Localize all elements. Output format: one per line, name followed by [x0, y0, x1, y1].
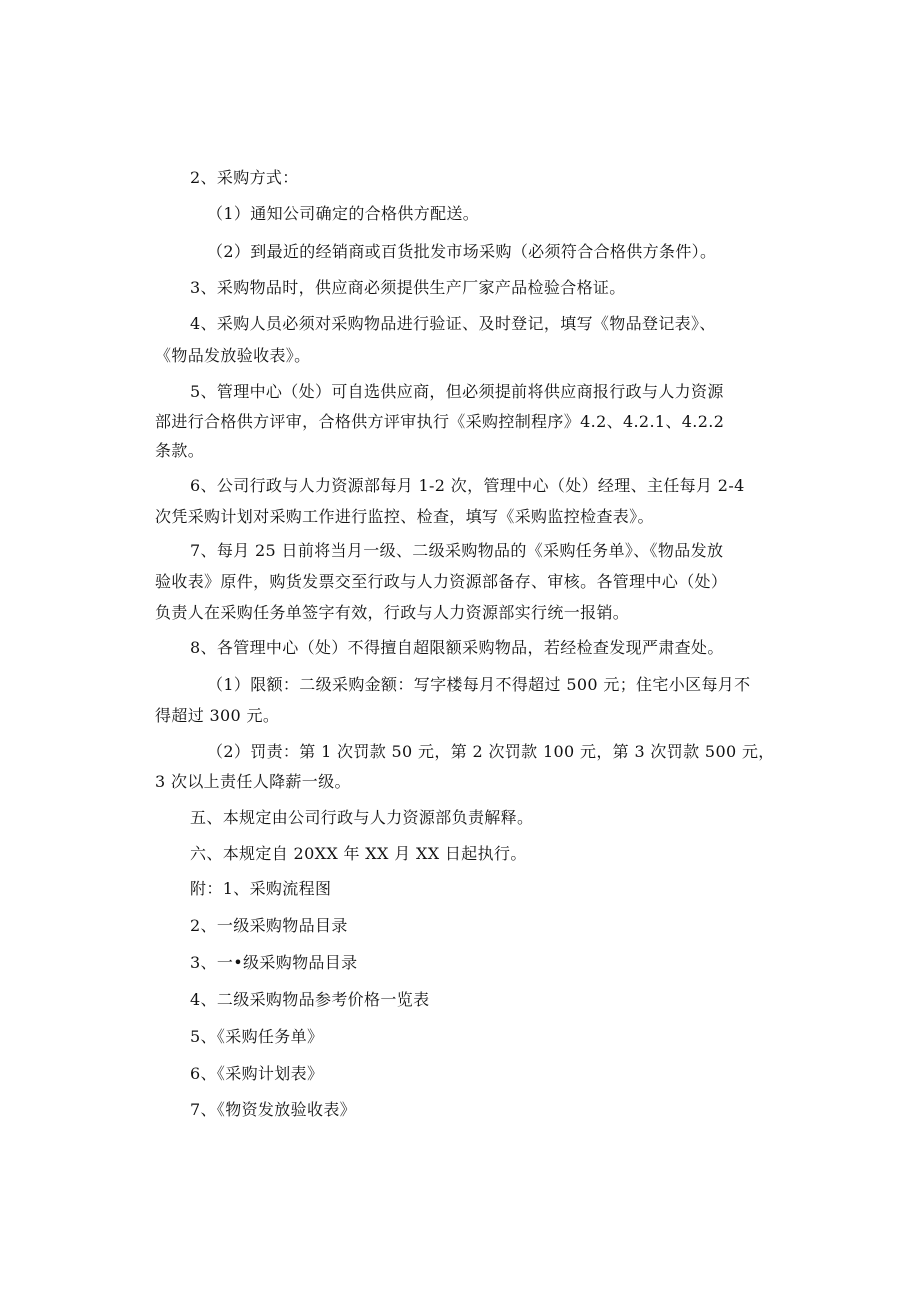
appendix-item-7: 7、《物资发放验收表》 [190, 1100, 357, 1119]
para-method-2: （2）到最近的经销商或百货批发市场采购（必须符合合格供方条件）。 [207, 242, 717, 261]
para-item-7: 7、每月 25 日前将当月一级、二级采购物品的《采购任务单》、《物品发放 [190, 541, 724, 560]
para-item-6-cont: 次凭采购计划对采购工作进行监控、检查，填写《采购监控检查表》。 [155, 507, 654, 526]
appendix-item-5: 5、《采购任务单》 [190, 1027, 324, 1046]
para-item-5: 5、管理中心（处）可自选供应商，但必须提前将供应商报行政与人力资源 [190, 382, 724, 401]
para-item-4-cont: 《物品发放验收表》。 [155, 346, 311, 365]
para-method-1: （1）通知公司确定的合格供方配送。 [207, 204, 480, 223]
para-item-6: 6、公司行政与人力资源部每月 1-2 次，管理中心（处）经理、主任每月 2-4 [190, 476, 745, 495]
para-limit: （1）限额：二级采购金额：写字楼每月不得超过 500 元；住宅小区每月不 [207, 675, 751, 694]
para-item-3: 3、采购物品时，供应商必须提供生产厂家产品检验合格证。 [190, 278, 626, 297]
para-item-5-cont-1: 部进行合格供方评审，合格供方评审执行《采购控制程序》4.2、4.2.1、4.2.2 [155, 412, 725, 431]
para-purchase-method: 2、采购方式： [190, 168, 299, 187]
para-item-8: 8、各管理中心（处）不得擅自超限额采购物品，若经检查发现严肃查处。 [190, 638, 724, 657]
appendix-item-3: 3、一•级采购物品目录 [190, 953, 358, 972]
para-limit-cont: 得超过 300 元。 [155, 706, 280, 725]
para-item-5-cont-2: 条款。 [155, 441, 205, 460]
para-item-7-cont-2: 负责人在采购任务单签字有效，行政与人力资源部实行统一报销。 [155, 603, 630, 622]
para-penalty: （2）罚责：第 1 次罚款 50 元，第 2 次罚款 100 元，第 3 次罚款 500 元， [207, 742, 775, 761]
para-section-5: 五、本规定由公司行政与人力资源部负责解释。 [190, 808, 534, 827]
appendix-item-4: 4、二级采购物品参考价格一览表 [190, 990, 430, 1009]
para-item-7-cont-1: 验收表》原件，购货发票交至行政与人力资源部备存、审核。各管理中心（处） [155, 572, 728, 591]
para-appendix-heading: 附：1、采购流程图 [190, 879, 332, 898]
para-item-4: 4、采购人员必须对采购物品进行验证、及时登记，填写《物品登记表》、 [190, 314, 716, 333]
appendix-item-6: 6、《采购计划表》 [190, 1064, 324, 1083]
appendix-item-2: 2、一级采购物品目录 [190, 916, 348, 935]
para-section-6: 六、本规定自 20XX 年 XX 月 XX 日起执行。 [190, 844, 527, 863]
para-penalty-cont: 3 次以上责任人降薪一级。 [155, 772, 351, 791]
